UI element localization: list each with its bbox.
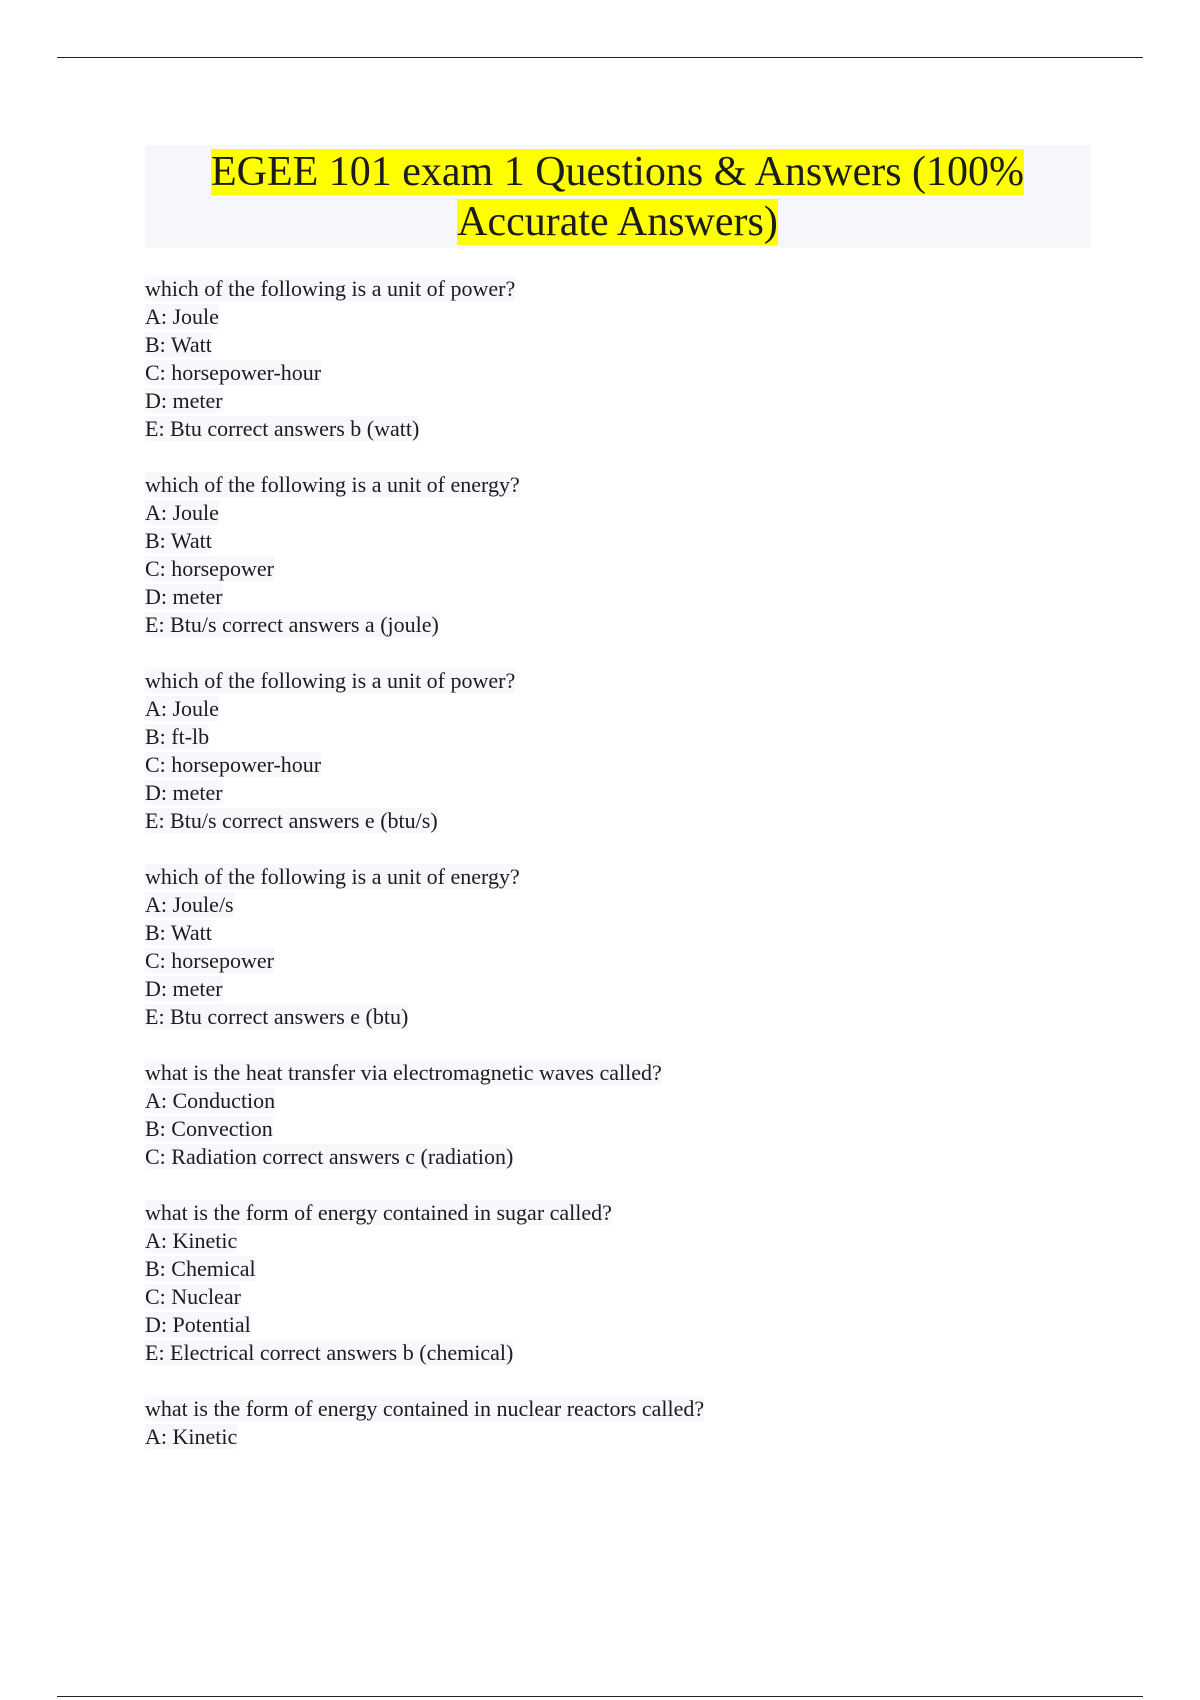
option: D: meter: [145, 584, 223, 609]
option: D: Potential: [145, 1312, 251, 1337]
option: C: Nuclear: [145, 1284, 241, 1309]
option: C: horsepower-hour: [145, 360, 322, 385]
question-block-6: [145, 1199, 1095, 1367]
option: D: meter: [145, 388, 223, 413]
question-text: what is the form of energy contained in nuclear reactors called?: [145, 1396, 705, 1421]
question-text: what is the heat transfer via electromagnetic waves called?: [145, 1060, 662, 1085]
top-rule: [57, 57, 1143, 58]
option: A: Joule: [145, 304, 219, 329]
option-with-answer: C: Radiation correct answers c (radiation): [145, 1144, 514, 1169]
option: A: Conduction: [145, 1088, 276, 1113]
option: D: meter: [145, 780, 223, 805]
option: B: Convection: [145, 1116, 273, 1141]
question-text: which of the following is a unit of energy?: [145, 472, 520, 497]
option: A: Kinetic: [145, 1424, 238, 1449]
option: A: Kinetic: [145, 1228, 238, 1253]
option: B: ft-lb: [145, 724, 210, 749]
option-with-answer: E: Btu/s correct answers e (btu/s): [145, 808, 438, 833]
title-line-2: Accurate Answers): [457, 199, 778, 245]
option: B: Chemical: [145, 1256, 256, 1281]
question-text: which of the following is a unit of energy?: [145, 864, 520, 889]
document-title: [145, 145, 1090, 248]
question-block-1: [145, 275, 1095, 443]
question-block-4: [145, 863, 1095, 1031]
option: D: meter: [145, 976, 223, 1001]
option: A: Joule: [145, 500, 219, 525]
option-with-answer: E: Btu/s correct answers a (joule): [145, 612, 439, 637]
option-with-answer: E: Btu correct answers b (watt): [145, 416, 420, 441]
question-block-3: [145, 667, 1095, 835]
title-line-1: EGEE 101 exam 1 Questions & Answers (100%: [210, 149, 1025, 195]
option: B: Watt: [145, 920, 212, 945]
option: B: Watt: [145, 332, 212, 357]
question-text: which of the following is a unit of power?: [145, 668, 516, 693]
option: A: Joule/s: [145, 892, 234, 917]
option: C: horsepower: [145, 948, 274, 973]
question-text: what is the form of energy contained in sugar called?: [145, 1200, 612, 1225]
option: C: horsepower-hour: [145, 752, 322, 777]
bottom-rule: [57, 1696, 1143, 1697]
option-with-answer: E: Electrical correct answers b (chemical): [145, 1340, 514, 1365]
option: B: Watt: [145, 528, 212, 553]
option: C: horsepower: [145, 556, 274, 581]
question-list: [145, 275, 1095, 1479]
question-text: which of the following is a unit of power?: [145, 276, 516, 301]
option: A: Joule: [145, 696, 219, 721]
question-block-5: [145, 1059, 1095, 1171]
question-block-7: [145, 1395, 1095, 1451]
option-with-answer: E: Btu correct answers e (btu): [145, 1004, 409, 1029]
question-block-2: [145, 471, 1095, 639]
